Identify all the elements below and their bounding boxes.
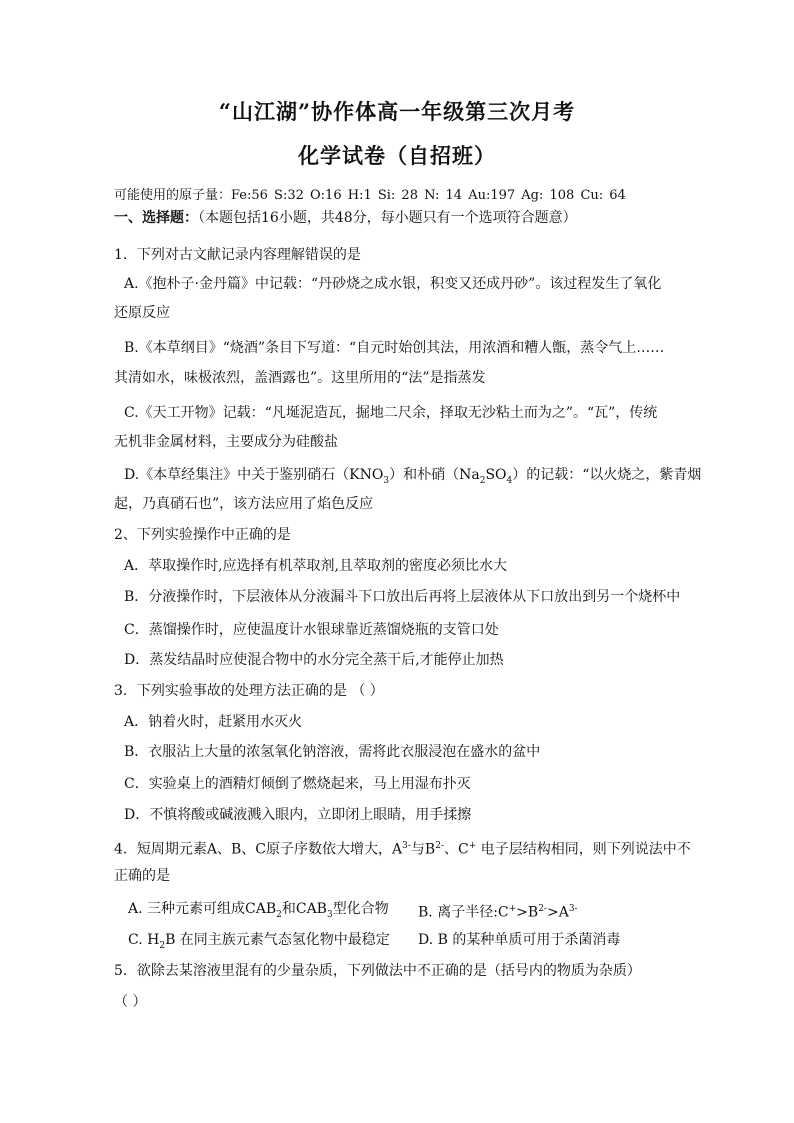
q3-option-d: D．不慎将酸或碱液溅入眼内，立即闭上眼睛，用手揉擦 <box>124 807 472 823</box>
q4-c-sub-1: 2 <box>159 940 166 951</box>
q4-c-text-2: B 在同主族元素气态氢化物中最稳定 <box>165 932 390 948</box>
q1-stem: 1．下列对古文献记录内容理解错误的是 <box>114 247 361 263</box>
q4-stem-line2: 正确的是 <box>114 868 170 884</box>
q1-d-text-4: ）的记载：“以火烧之，紫青烟 <box>512 467 702 483</box>
q3-option-a: A．钠着火时，赶紧用水灭火 <box>124 714 303 730</box>
q5-stem: 5．欲除去某溶液里混有的少量杂质，下列做法中不正确的是（括号内的物质为杂质） <box>114 963 641 979</box>
q4-stem-text-3: 、C <box>444 841 469 858</box>
q4-b-text-2: >B <box>516 904 539 921</box>
q1-d-sub-3: 4 <box>506 475 513 486</box>
exam-title: “山江湖”协作体高一年级第三次月考 <box>218 99 576 124</box>
q5-answer-paren: （ ） <box>114 994 147 1010</box>
exam-subtitle: 化学试卷（自招班） <box>298 143 496 168</box>
q4-option-b <box>418 899 578 923</box>
q4-a-sub-1: 2 <box>276 909 282 920</box>
q4-sup-1: 3- <box>402 841 411 851</box>
q1-option-b-line1: B.《本草纲目》“烧酒”条目下写道：“自元时始创其法，用浓酒和糟人甑，蒸令气上…… <box>124 340 665 356</box>
q1-option-b-line2: 其清如水，味极浓烈，盖酒露也”。这里所用的“法”是指蒸发 <box>114 370 486 386</box>
q4-stem-line1 <box>114 836 691 860</box>
q1-d-sub-2: 2 <box>479 475 486 486</box>
q4-sup-3: + <box>468 841 477 851</box>
q4-a-text-2: 和CAB <box>281 901 327 917</box>
q4-b-text-1: B. 离子半径:C <box>418 904 509 921</box>
q4-option-a <box>128 899 389 925</box>
q3-option-c: C．实验桌上的酒精灯倾倒了燃烧起来，马上用湿布扑灭 <box>124 776 471 792</box>
q4-b-text-3: >A <box>546 904 569 921</box>
q3-stem: 3．下列实验事故的处理方法正确的是 （ ） <box>114 683 384 699</box>
q4-a-text-3: 型化合物 <box>332 901 389 917</box>
q1-d-sub-1: 3 <box>383 475 390 486</box>
q2-option-a: A．萃取操作时,应选择有机萃取剂,且萃取剂的密度必须比水大 <box>124 558 508 574</box>
q4-b-sup-3: 3- <box>568 904 578 914</box>
q4-option-c <box>128 930 390 956</box>
q1-option-d-line1 <box>124 465 701 491</box>
q3-option-b: B．衣服沾上大量的浓氢氧化钠溶液，需将此衣服浸泡在盛水的盆中 <box>124 744 541 760</box>
section-label: 一、选择题： <box>114 210 198 226</box>
q1-option-a-line2: 还原反应 <box>114 305 170 321</box>
atomic-masses-line: 可能使用的原子量：Fe:56 S:32 O:16 H:1 Si: 28 N: 14 Au:197 Ag: 108 Cu: 64 <box>114 188 626 203</box>
q1-option-c-line1: C.《天工开物》记载：“凡埏泥造瓦，掘地二尺余，择取无沙粘土而为之”。“瓦”，传统 <box>124 405 658 421</box>
q4-stem-text-1: 4．短周期元素A、B、C原子序数依大增大，A <box>114 841 403 858</box>
section-heading <box>114 208 577 228</box>
q4-a-text-1: A. 三种元素可组成CAB <box>128 901 277 917</box>
q2-stem: 2、下列实验操作中正确的是 <box>114 527 291 543</box>
q4-b-sup-1: + <box>508 904 517 914</box>
q4-stem-text-4: 电子层结构相同，则下列说法中不 <box>476 841 691 858</box>
q1-d-text-3: SO <box>485 467 507 483</box>
q1-option-d-line2: 起，乃真硝石也”，该方法应用了焰色反应 <box>114 496 374 512</box>
q1-d-text-2: ）和朴硝（Na <box>389 467 480 483</box>
section-note: （本题包括16小题，共48分，每小题只有一个选项符合题意） <box>198 210 577 226</box>
q4-sup-2: 2- <box>435 841 444 851</box>
q4-c-text-1: C. H <box>128 932 160 948</box>
q4-a-sub-2: 3 <box>326 909 333 920</box>
q1-option-a-line1: A.《抱朴子·金丹篇》中记载：“丹砂烧之成水银，积变又还成丹砂”。该过程发生了氧化 <box>124 276 662 292</box>
q2-option-c: C．蒸馏操作时，应使温度计水银球靠近蒸馏烧瓶的支管口处 <box>124 622 499 638</box>
q1-option-c-line2: 无机非金属材料，主要成分为硅酸盐 <box>114 434 338 450</box>
q4-stem-text-2: 与B <box>410 841 436 858</box>
q2-option-b: B．分液操作时，下层液体从分液漏斗下口放出后再将上层液体从下口放出到另一个烧杯中 <box>124 589 681 605</box>
q1-d-text-1: D.《本草经集注》中关于鉴别硝石（KNO <box>124 467 384 483</box>
q2-option-d: D．蒸发结晶时应使混合物中的水分完全蒸干后,才能停止加热 <box>124 652 504 668</box>
q4-option-d: D. B 的某种单质可用于杀菌消毒 <box>418 932 621 948</box>
q4-b-sup-2: 2- <box>538 904 547 914</box>
